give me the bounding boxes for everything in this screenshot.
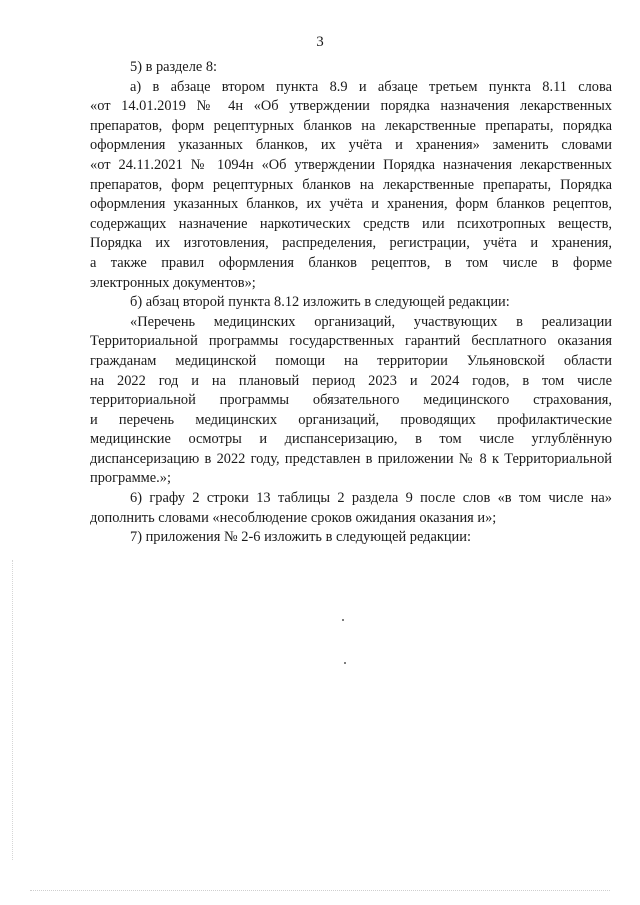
text-line: территориальной программы обязательного медицинского страхования, (90, 392, 612, 409)
text-line: Территориальной программы государственных гарантий бесплатного оказания (90, 333, 612, 350)
text-line: «Перечень медицинских организаций, участвующих в реализации (130, 313, 612, 330)
scan-bottom-edge (30, 890, 610, 892)
text-line: препаратов, форм рецептурных бланков на лекарственные препараты, порядка (90, 117, 612, 134)
text-line: оформления указанных бланков, их учёта и хранения» заменить словами (90, 137, 612, 154)
text-line: 7) приложения № 2-6 изложить в следующей редакции: (130, 529, 471, 546)
text-line: и перечень медицинских организаций, проводящих профилактические (90, 411, 612, 428)
text-line: б) абзац второй пункта 8.12 изложить в следующей редакции: (130, 294, 510, 311)
text-line: программе.»; (90, 470, 171, 487)
text-line: 5) в разделе 8: (130, 59, 218, 75)
text-line: на 2022 год и на плановый период 2023 и 2024 годов, в том числе (90, 372, 612, 389)
text-line: 6) графу 2 строки 13 таблицы 2 раздела 9 после слов «в том числе на» (130, 490, 612, 507)
text-line: оформления указанных бланков, их учёта и хранения, форм бланков рецептов, (90, 196, 612, 213)
text-line: электронных документов»; (90, 274, 256, 291)
document-body (90, 58, 612, 548)
text-line: медицинские осмотры и диспансеризацию, в том числе углублённую (90, 431, 612, 448)
text-line: Порядка их изготовления, распределения, регистрации, учёта и хранения, (90, 235, 612, 252)
text-line: «от 14.01.2019 № 4н «Об утверждении порядка назначения лекарственных (90, 98, 612, 115)
text-line: диспансеризацию в 2022 году, представлен в приложении № 8 к Территориальной (90, 450, 612, 467)
scan-edge-mark (12, 560, 14, 860)
text-line: препаратов, форм рецептурных бланков на лекарственные препараты, Порядка (90, 176, 612, 193)
text-line: содержащих назначение наркотических средств или психотропных веществ, (90, 215, 612, 232)
text-line: а также правил оформления бланков рецептов, в том числе в форме (90, 254, 612, 271)
text-line: а) в абзаце втором пункта 8.9 и абзаце третьем пункта 8.11 слова (130, 78, 612, 95)
text-line: «от 24.11.2021 № 1094н «Об утверждении Порядка назначения лекарственных (90, 156, 612, 173)
text-line: гражданам медицинской помощи на территории Ульяновской области (90, 352, 612, 369)
text-line: дополнить словами «несоблюдение сроков ожидания оказания и»; (90, 509, 497, 526)
scan-speck (342, 619, 344, 621)
page-number: 3 (316, 34, 324, 50)
scan-speck (344, 662, 346, 664)
